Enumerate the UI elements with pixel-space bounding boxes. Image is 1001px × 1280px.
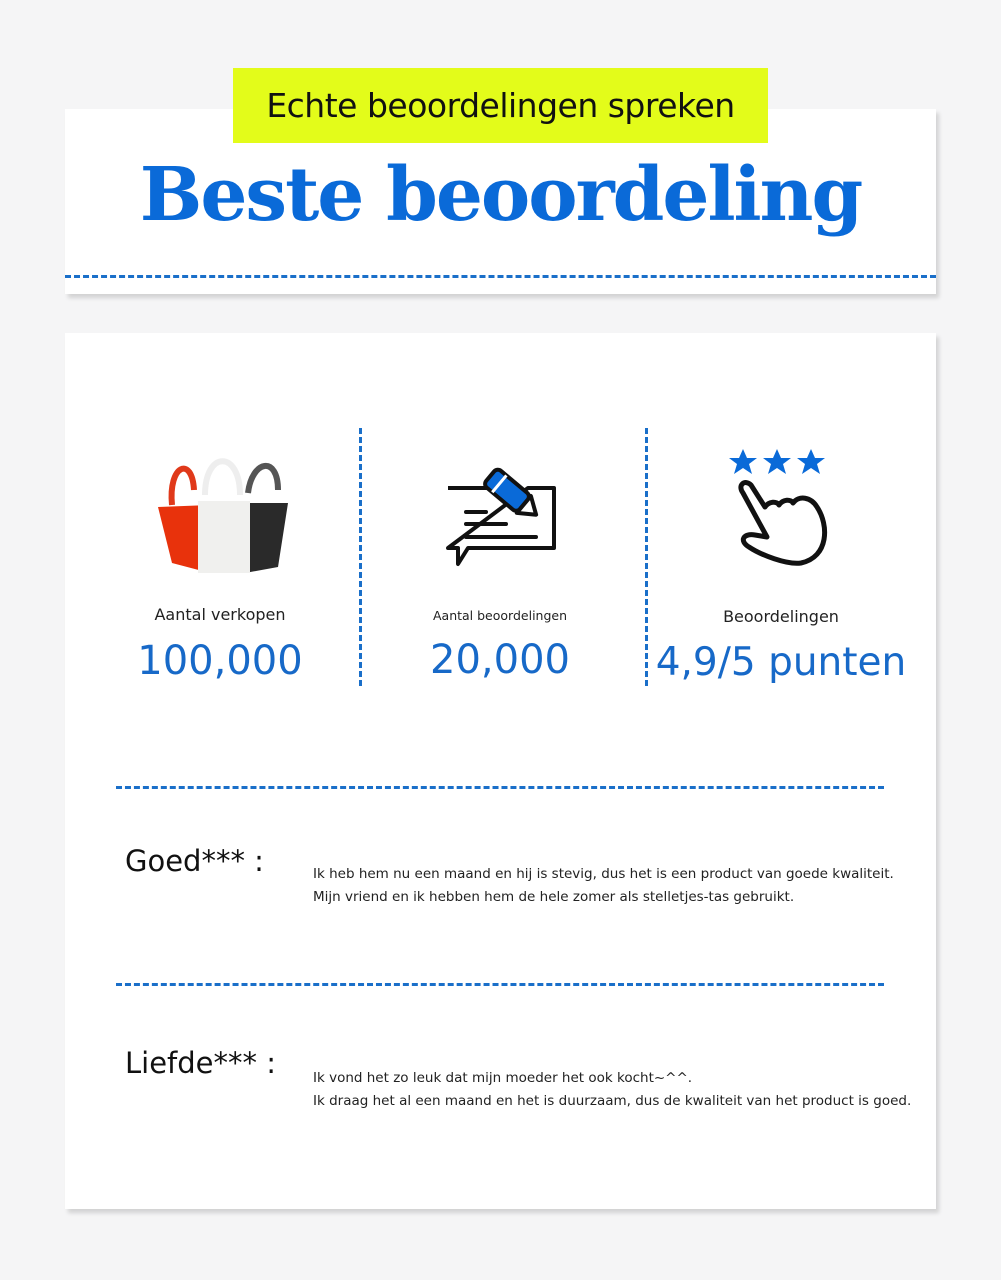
page-title: Beste beoordeling (139, 152, 862, 238)
stat-value: 20,000 (430, 637, 570, 683)
tagline: Echte beoordelingen spreken (233, 68, 768, 143)
column-divider (359, 428, 362, 686)
review-text (313, 1067, 911, 1113)
stat-label: Aantal verkopen (154, 605, 286, 624)
section-divider (116, 786, 884, 789)
stars-hand-icon (646, 440, 916, 580)
stat-label: Beoordelingen (723, 607, 839, 626)
stat-sales (85, 440, 355, 684)
review-line: Ik heb hem nu een maand en hij is stevig, dus het is een product van goede kwaliteit. (313, 866, 894, 882)
stat-value: 100,000 (137, 638, 303, 684)
header-divider (65, 275, 936, 278)
review-text (313, 863, 894, 909)
tote-bags-icon (85, 440, 355, 580)
stat-rating (646, 440, 916, 685)
review-line: Mijn vriend en ik hebben hem de hele zomer als stelletjes-tas gebruikt. (313, 889, 795, 905)
review-line: Ik vond het zo leuk dat mijn moeder het ook kocht~^^. (313, 1070, 693, 1086)
stat-label: Aantal beoordelingen (432, 608, 568, 623)
stat-reviews-count (365, 440, 635, 683)
review-title: Goed*** : (125, 844, 264, 878)
stat-value: 4,9/5 punten (655, 640, 907, 685)
review-pencil-icon (365, 440, 635, 580)
section-divider (116, 983, 884, 986)
review-line: Ik draag het al een maand en het is duurzaam, dus de kwaliteit van het product is goed. (313, 1093, 912, 1109)
review-title: Liefde*** : (125, 1046, 277, 1080)
